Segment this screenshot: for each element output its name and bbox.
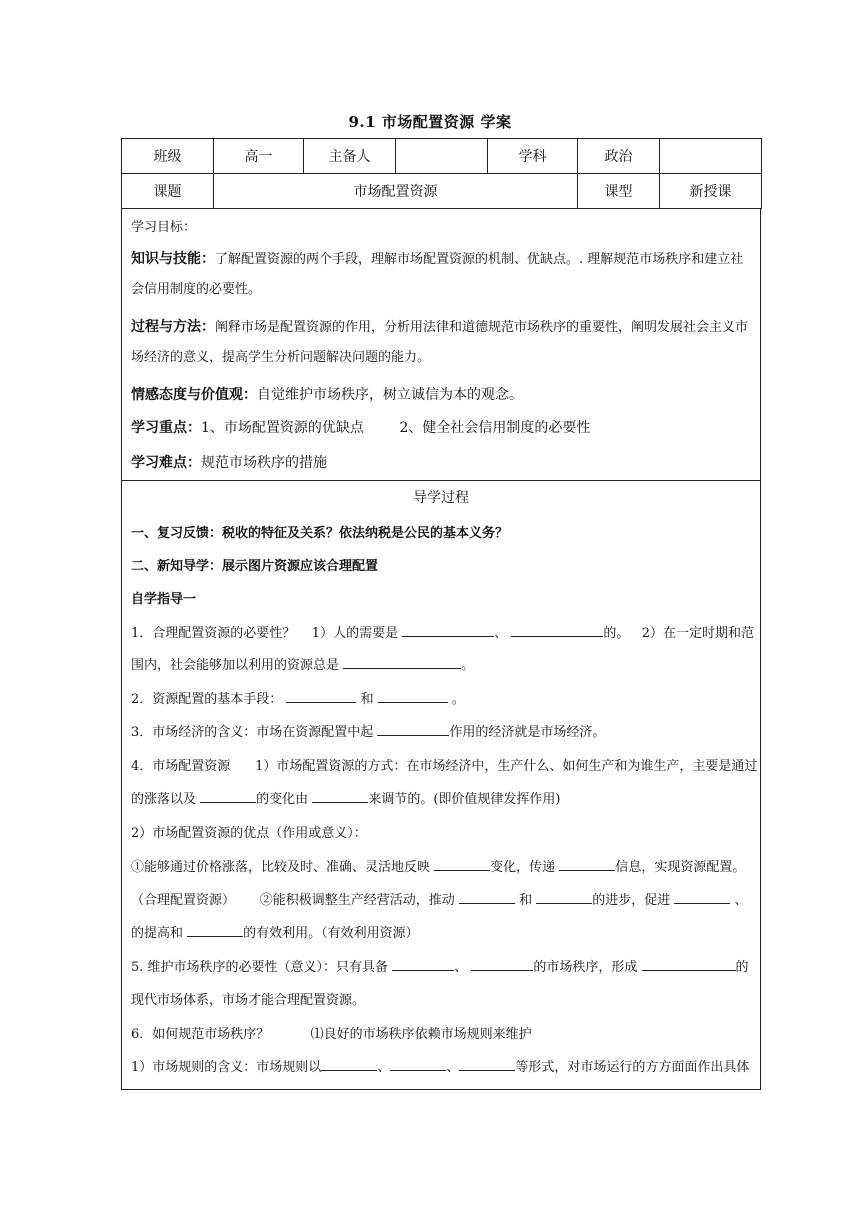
answer-blank[interactable]: [312, 790, 368, 803]
knowledge-goal: [131, 244, 752, 305]
review-heading: 一、复习反馈：税收的特征及关系？依法纳税是公民的基本义务？: [131, 526, 509, 541]
answer-blank[interactable]: [200, 790, 256, 803]
answer-blank[interactable]: [392, 958, 454, 971]
question-5-line-2: 现代市场体系，市场才能合理配置资源。: [131, 993, 366, 1008]
lesson-type-value: 新授课: [660, 174, 762, 209]
question-4-line-1: 4．市场配置资源 1）市场配置资源的方式：在市场经济中，生产什么、如何生产和为谁生产，主要是通过: [131, 759, 758, 774]
preparer-value: [396, 139, 488, 174]
difficult-text: 规范市场秩序的措施: [201, 455, 327, 471]
key-point: [131, 417, 752, 437]
lesson-type-label: 课型: [578, 174, 660, 209]
process-text: 阐释市场是配置资源的作用，分析用法律和道德规范市场秩序的重要性，阐明发展社会主义市场经济的意义，提高学生分析问题解决问题的能力。: [131, 320, 749, 365]
process-label: 过程与方法：: [131, 319, 215, 335]
emotion-text: 自觉维护市场秩序，树立诚信为本的观念。: [257, 387, 523, 403]
question-4-line-4: ①能够通过价格涨落，比较及时、准确、灵活地反映 变化，传递 信息，实现资源配置。: [131, 860, 746, 875]
process-heading: 导学过程: [413, 490, 469, 506]
question-1-line-1: 1．合理配置资源的必要性？ 1）人的需要是 、 的。 2）在一定时期和范: [131, 626, 755, 641]
knowledge-text: 了解配置资源的两个手段，理解市场配置资源的机制、优缺点。. 理解规范市场秩序和建立社会信用制度的必要性。: [131, 252, 744, 297]
key-text: 1、市场配置资源的优缺点 2、健全社会信用制度的必要性: [201, 420, 591, 436]
header-row-1: [122, 139, 762, 174]
subject-label: 学科: [488, 139, 578, 174]
difficult-label: 学习难点：: [131, 455, 201, 471]
answer-blank[interactable]: [511, 624, 603, 637]
key-label: 学习重点：: [131, 420, 201, 436]
answer-blank[interactable]: [459, 891, 515, 904]
question-6-line-2: 1）市场规则的含义：市场规则以 、 、 等形式，对市场运行的方方面面作出具体: [131, 1060, 750, 1075]
question-1-line-2: 围内，社会能够加以利用的资源总是 。: [131, 658, 475, 673]
topic-label: 课题: [122, 174, 214, 209]
answer-blank[interactable]: [390, 1058, 446, 1071]
class-value: 高一: [214, 139, 304, 174]
emotion-goal: [131, 384, 752, 404]
question-4-line-3: 2）市场配置资源的优点（作用或意义）：: [131, 826, 367, 841]
question-4-line-5: （合理配置资源） ②能积极调整生产经营活动，推动 和 的进步，促进 、: [131, 893, 748, 908]
guided-learning-section: [121, 480, 761, 1090]
page-title: 9.1 市场配置资源 学案: [348, 113, 512, 131]
subject-value: 政治: [578, 139, 660, 174]
header-table: [121, 138, 762, 209]
goals-heading: 学习目标：: [131, 220, 197, 235]
empty-cell: [660, 139, 762, 174]
question-6-line-1: 6．如何规范市场秩序？ ⑴良好的市场秩序依赖市场规则来维护: [131, 1027, 532, 1042]
answer-blank[interactable]: [434, 858, 490, 871]
new-knowledge-heading: 二、新知导学：展示图片资源应该合理配置: [131, 559, 379, 574]
question-2: 2．资源配置的基本手段： 和 。: [131, 692, 465, 707]
answer-blank[interactable]: [187, 924, 243, 937]
learning-goals-section: [121, 208, 761, 481]
emotion-label: 情感态度与价值观：: [131, 387, 257, 403]
answer-blank[interactable]: [286, 690, 356, 703]
preparer-label: 主备人: [304, 139, 396, 174]
question-4-line-6: 的提高和 的有效利用。（有效利用资源）: [131, 926, 419, 941]
self-study-heading: 自学指导一: [131, 592, 197, 607]
answer-blank[interactable]: [378, 690, 448, 703]
answer-blank[interactable]: [471, 958, 533, 971]
answer-blank[interactable]: [459, 1058, 515, 1071]
class-label: 班级: [122, 139, 214, 174]
question-4-line-2: 的涨落以及 的变化由 来调节的。(即价值规律发挥作用): [131, 792, 561, 807]
answer-blank[interactable]: [321, 1058, 377, 1071]
knowledge-label: 知识与技能：: [131, 251, 215, 267]
answer-blank[interactable]: [343, 656, 461, 669]
answer-blank[interactable]: [536, 891, 592, 904]
process-goal: [131, 312, 752, 373]
topic-value: 市场配置资源: [214, 174, 578, 209]
header-row-2: [122, 174, 762, 209]
question-3: 3．市场经济的含义：市场在资源配置中起 作用的经济就是市场经济。: [131, 725, 606, 740]
answer-blank[interactable]: [559, 858, 615, 871]
difficult-point: [131, 452, 752, 472]
answer-blank[interactable]: [377, 723, 449, 736]
answer-blank[interactable]: [642, 958, 736, 971]
answer-blank[interactable]: [402, 624, 494, 637]
question-5-line-1: 5. 维护市场秩序的必要性（意义）：只有具备 、 的市场秩序，形成 的: [131, 960, 749, 975]
answer-blank[interactable]: [674, 891, 730, 904]
